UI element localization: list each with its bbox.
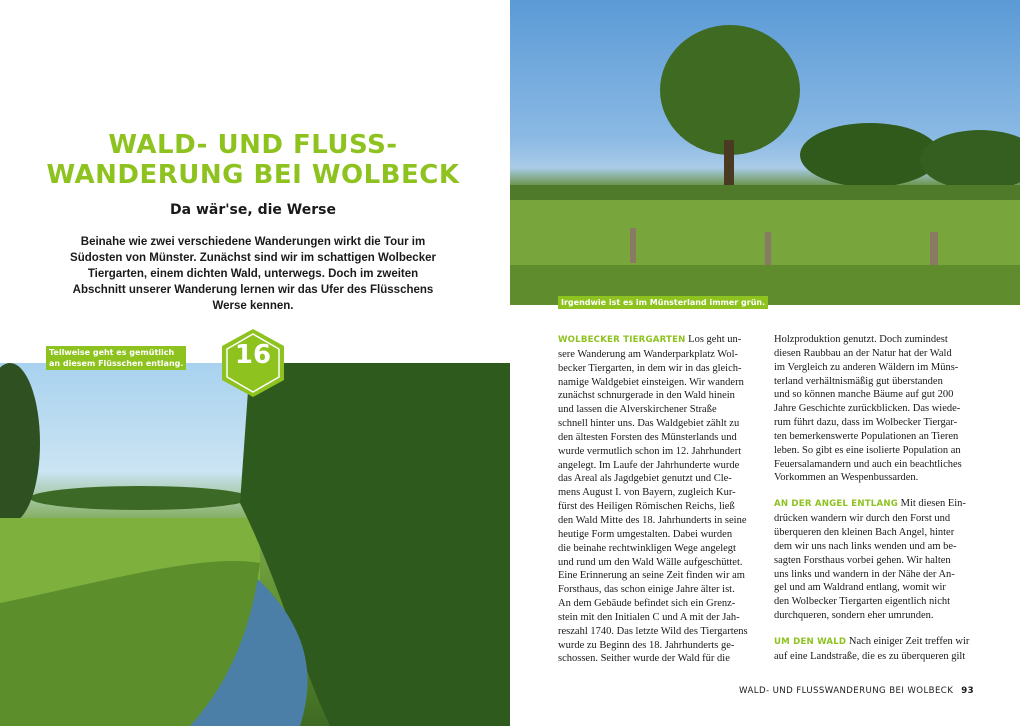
- text-line: schnell hinter uns. Das Waldgebiet zählt zu: [558, 418, 740, 430]
- text-line: und lassen die Alverskirchener Straße: [558, 404, 717, 416]
- subtitle: Da wär'se, die Werse: [170, 202, 336, 218]
- text-line: dem wir uns nach links wenden und am be-: [774, 540, 957, 552]
- text-line: sere Wanderung am Wanderparkplatz Wol-: [558, 348, 738, 360]
- text-line: Nach einiger Zeit treffen wir: [848, 635, 970, 647]
- text-line: den Wolbecker Tiergarten eigentlich nicht: [774, 596, 951, 608]
- text-line: Holzproduktion genutzt. Doch zumindest: [774, 334, 948, 345]
- text-line: auf eine Landstraße, die es zu überqueren gilt: [774, 650, 966, 662]
- text-line: und rund um den Wald Wälle aufgeschüttet.: [558, 556, 743, 568]
- text-line: Forsthaus, das schon einige Jahre älter ist.: [558, 584, 735, 596]
- text-line: reszahl 1740. Das letzte Wild des Tiergartens: [558, 625, 748, 637]
- photo-caption-top: Irgendwie ist es im Münsterland immer grün.: [558, 296, 768, 309]
- text-line: namige Waldgebiet einsteigen. Wir wandern: [558, 376, 744, 388]
- text-line: mens August I. von Bayern, zugleich Kur-: [558, 487, 736, 499]
- text-line: rum führt dazu, dass im Wolbecker Tiergar-: [774, 417, 958, 429]
- text-line: angelegt. Im Laufe der Jahrhunderte wurde: [558, 459, 740, 471]
- text-line: uns links und wandern in der Nähe der An-: [774, 568, 955, 580]
- text-line: stein mit den Initialen C und A mit der Jah-: [558, 611, 740, 623]
- caption-line: Teilweise geht es gemütlich: [49, 348, 175, 357]
- river-illustration: [0, 363, 510, 726]
- running-title: WALD- UND FLUSSWANDERUNG BEI WOLBECK: [739, 686, 954, 696]
- section-heading: AN DER ANGEL ENTLANG: [774, 499, 898, 510]
- title-line: WALD- UND FLUSS-: [108, 130, 398, 160]
- text-line: sagten Forsthaus vorbei gehen. Wir halten: [774, 554, 951, 566]
- text-line: das Areal als Jagdgebiet genutzt und Cle-: [558, 473, 732, 485]
- text-line: becker Tiergarten, in dem wir in das gleich-: [558, 362, 742, 374]
- text-line: Los geht un-: [688, 334, 742, 345]
- intro-line: Abschnitt unserer Wanderung lernen wir das Ufer des Flüsschens: [72, 284, 434, 296]
- page-number: 93: [961, 686, 974, 696]
- text-line: Eine Erinnerung an seine Zeit finden wir am: [558, 570, 745, 582]
- text-line: Feuersalamandern und auch ein beachtliches: [774, 458, 962, 470]
- intro-line: Südosten von Münster. Zunächst sind wir im schattigen Wolbecker: [70, 252, 436, 264]
- section-start: [774, 635, 984, 650]
- intro-line: Tiergarten, einem dichten Wald, unterwegs. Doch im zweiten: [87, 268, 419, 280]
- text-line: terland verhältnismäßig gut überstanden: [774, 375, 943, 387]
- text-line: im Vergleich zu anderen Wäldern im Müns-: [774, 361, 959, 373]
- meadow-illustration: [510, 0, 1020, 305]
- text-column-2: [774, 333, 984, 664]
- text-line: wurde vermutlich schon im 12. Jahrhundert: [558, 445, 742, 457]
- text-line: fürst des Heiligen Römischen Reichs, ließ: [558, 501, 735, 513]
- page-title: [20, 130, 486, 190]
- section-heading: UM DEN WALD: [774, 636, 847, 647]
- tour-number: 16: [234, 340, 272, 370]
- text-line: ten bemerkenswerte Populationen an Tieren: [774, 430, 959, 442]
- section-heading: WOLBECKER TIERGARTEN: [558, 335, 686, 345]
- text-line: Mit diesen Ein-: [900, 498, 966, 510]
- text-line: den Wald Mitte des 18. Jahrhunderts in seine: [558, 514, 747, 526]
- text-line: Vorkommen an Wespenbussarden.: [774, 472, 919, 484]
- intro-line: Werse kennen.: [212, 300, 294, 312]
- meadow-photo: [510, 0, 1020, 305]
- text-column-1: [558, 333, 768, 666]
- text-line: den ältesten Forsten des Münsterlands und: [558, 431, 737, 443]
- river-photo: [0, 363, 510, 726]
- text-line: gel und am Waldrand entlang, womit wir: [774, 582, 946, 594]
- intro-text: [40, 234, 466, 314]
- text-line: überqueren den kleinen Bach Angel, hinter: [774, 526, 955, 538]
- text-line: die beinahe rechtwinkligen Wege angelegt: [558, 542, 736, 554]
- intro-line: Beinahe wie zwei verschiedene Wanderungen wirkt die Tour im: [80, 236, 426, 248]
- text-line: leben. So gibt es eine isolierte Population an: [774, 444, 961, 456]
- caption-line: an diesem Flüsschen entlang.: [49, 359, 184, 368]
- text-line: durchqueren, sondern eher umrunden.: [774, 610, 934, 622]
- text-line: zunächst schnurgerade in den Wald hinein: [558, 390, 735, 402]
- text-line: drücken wandern wir durch den Forst und: [774, 513, 951, 525]
- text-line: wurde zu Beginn des 18. Jahrhunderts ge-: [558, 639, 735, 651]
- page-footer: [739, 686, 974, 696]
- text-line: heutige Form umgestalten. Dabei wurden: [558, 528, 733, 540]
- text-line: An dem Gebäude befindet sich ein Grenz-: [558, 598, 736, 610]
- text-line: schossen. Seither wurde der Wald für die: [558, 653, 730, 665]
- text-line: und so können manche Bäume auf gut 200: [774, 389, 954, 401]
- text-line: diesen Raubbau an der Natur hat der Wald: [774, 347, 952, 359]
- title-line: WANDERUNG BEI WOLBECK: [46, 160, 460, 190]
- section-start: [774, 497, 984, 512]
- photo-caption-left: [46, 346, 186, 370]
- text-line: Jahre Geschichte zurückblicken. Das wiede-: [774, 403, 961, 415]
